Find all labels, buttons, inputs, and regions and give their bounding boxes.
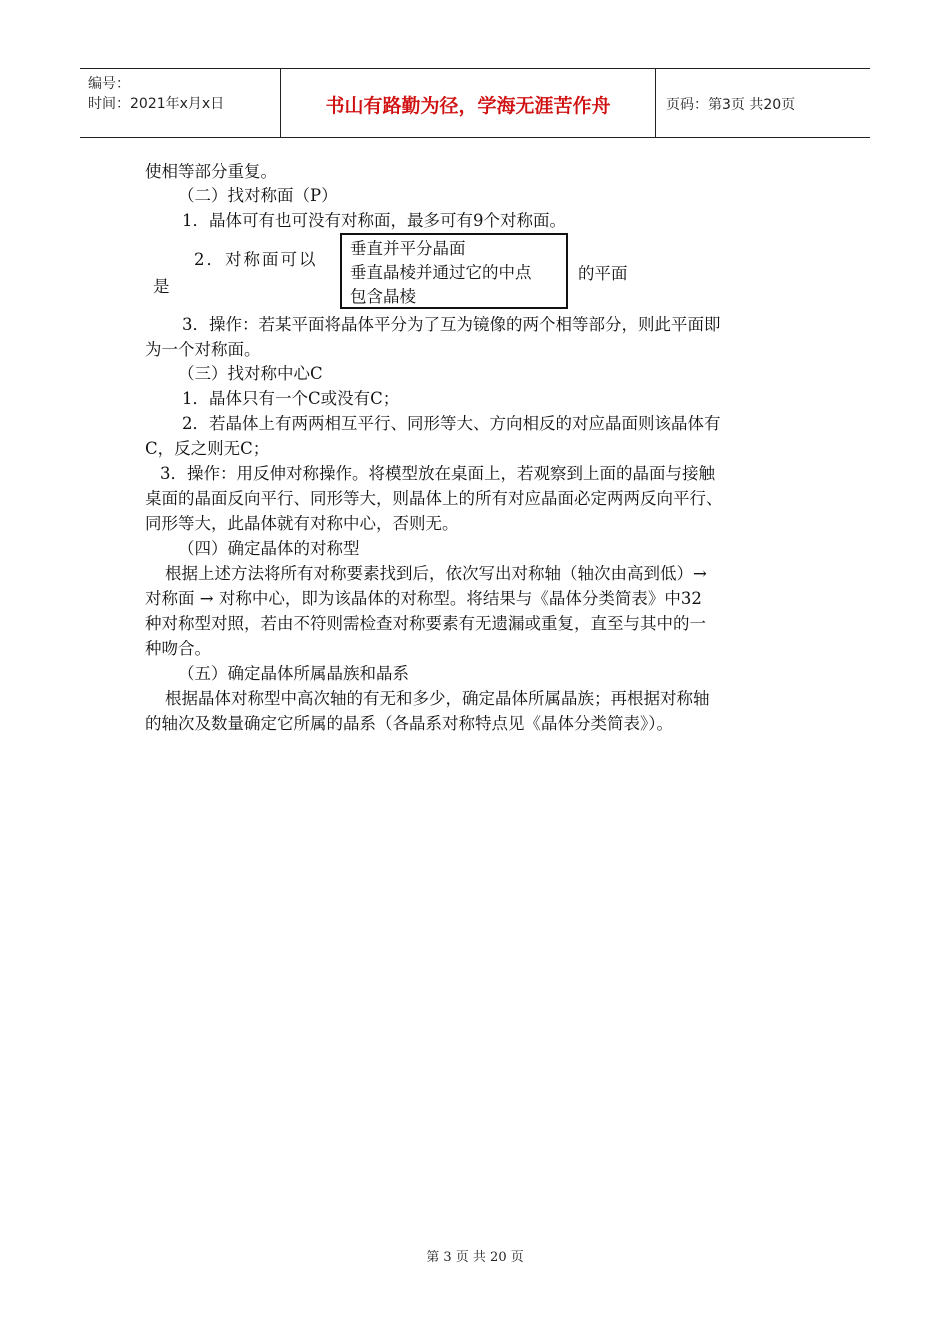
text-line: 桌面的晶面反向平行、同形等大，则晶体上的所有对应晶面必定两两反向平行、 [145, 489, 723, 508]
text-line: C，反之则无C； [145, 439, 270, 458]
text-line: 种对称型对照，若由不符则需检查对称要素有无遗漏或重复，直至与其中的一 [145, 614, 706, 633]
header-motto-cell [280, 69, 656, 137]
text-line: 使相等部分重复。 [145, 162, 277, 181]
text-line: 是 [153, 277, 170, 296]
section-heading: （五）确定晶体所属晶族和晶系 [178, 664, 409, 683]
date-label: 时间：2021年x月x日 [88, 96, 225, 112]
text-line: 根据上述方法将所有对称要素找到后，依次写出对称轴（轴次由高到低）→ [165, 564, 707, 583]
header-meta-cell [80, 69, 280, 137]
motto: 书山有路勤为径，学海无涯苦作舟 [325, 95, 611, 117]
text-line: 同形等大，此晶体就有对称中心，否则无。 [145, 514, 459, 533]
header-page-cell [656, 69, 870, 137]
box-line: 包含晶棱 [350, 287, 416, 306]
text-line: 1．晶体只有一个C或没有C； [182, 389, 400, 408]
section-heading: （四）确定晶体的对称型 [178, 539, 360, 558]
text-line: 对称面 → 对称中心，即为该晶体的对称型。将结果与《晶体分类简表》中32 [145, 589, 702, 608]
symmetry-plane-options-box [340, 233, 568, 309]
box-line: 垂直并平分晶面 [350, 239, 466, 258]
page-header [80, 68, 870, 138]
section-heading: （三）找对称中心C [178, 364, 323, 383]
text-line: 为一个对称面。 [145, 340, 261, 359]
text-line: 种吻合。 [145, 639, 211, 658]
text-line: 3．操作：若某平面将晶体平分为了互为镜像的两个相等部分，则此平面即 [182, 315, 721, 334]
text-line: 2．若晶体上有两两相互平行、同形等大、方向相反的对应晶面则该晶体有 [182, 414, 721, 433]
box-line: 垂直晶棱并通过它的中点 [350, 263, 532, 282]
page-footer: 第 3 页 共 20 页 [426, 1250, 524, 1265]
text-line: 2．对称面可以 [194, 250, 318, 269]
section-heading: （二）找对称面（P） [178, 186, 338, 205]
text-line: 3．操作：用反伸对称操作。将模型放在桌面上，若观察到上面的晶面与接触 [160, 464, 715, 483]
text-line: 的平面 [578, 264, 628, 283]
text-line: 的轴次及数量确定它所属的晶系（各晶系对称特点见《晶体分类简表》）。 [145, 714, 673, 733]
text-line: 1．晶体可有也可没有对称面，最多可有9个对称面。 [182, 211, 566, 230]
serial-label: 编号： [88, 76, 130, 92]
text-line: 根据晶体对称型中高次轴的有无和多少，确定晶体所属晶族；再根据对称轴 [165, 689, 710, 708]
page-number-label: 页码：第3页 共20页 [666, 97, 796, 113]
